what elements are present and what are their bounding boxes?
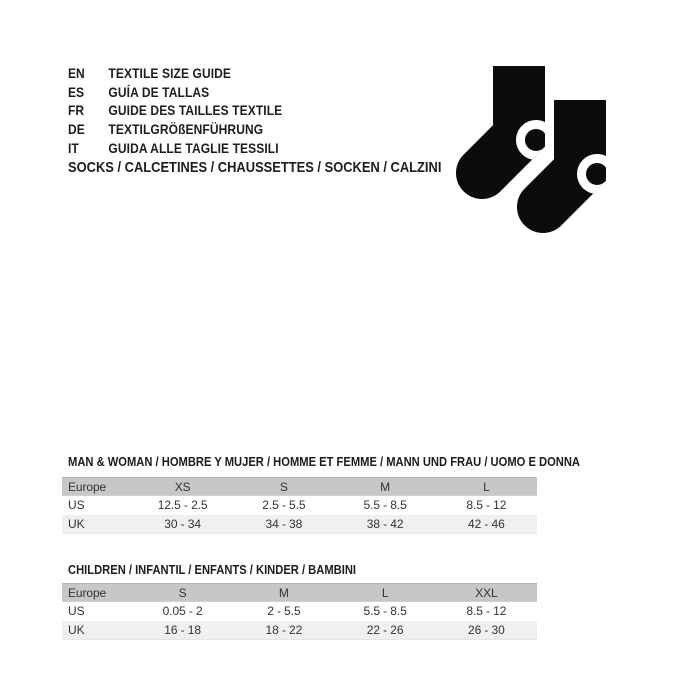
language-label: GUIDE DES TAILLES TEXTILE	[108, 102, 283, 119]
table-row-uk	[62, 515, 537, 534]
region-cell: US	[68, 498, 85, 512]
table-header-row	[62, 583, 537, 602]
column-header-size: L	[381, 586, 389, 600]
size-cell: 5.5 - 8.5	[363, 604, 407, 618]
size-cell: 0.05 - 2	[162, 604, 203, 618]
size-cell: 16 - 18	[164, 623, 201, 637]
size-cell: 8.5 - 12	[466, 498, 507, 512]
region-cell: UK	[68, 623, 85, 637]
size-cell: 18 - 22	[265, 623, 303, 637]
size-table-children	[62, 583, 537, 640]
size-cell: 2.5 - 5.5	[262, 498, 306, 512]
language-code: IT	[68, 139, 79, 156]
column-header-size: S	[178, 586, 187, 600]
language-row	[68, 83, 282, 102]
adults-table-title: MAN & WOMAN / HOMBRE Y MUJER / HOMME ET FEMME / MANN UND FRAU / UOMO E DONNA	[68, 454, 581, 469]
language-code: FR	[68, 102, 85, 119]
size-cell: 5.5 - 8.5	[363, 498, 407, 512]
table-row-uk	[62, 621, 537, 640]
column-header-region: Europe	[68, 480, 107, 494]
column-header-size: XS	[174, 480, 191, 494]
language-label: TEXTILGRÖßENFÜHRUNG	[108, 121, 264, 138]
table-header-row	[62, 477, 537, 496]
language-list	[68, 64, 317, 157]
column-header-size: M	[278, 586, 289, 600]
language-label: GUIDA ALLE TAGLIE TESSILI	[108, 139, 279, 156]
language-code: DE	[68, 121, 85, 138]
size-cell: 12.5 - 2.5	[157, 498, 208, 512]
size-cell: 38 - 42	[366, 517, 404, 531]
table-row-us	[62, 496, 537, 515]
language-row	[68, 101, 282, 120]
column-header-size: M	[380, 480, 391, 494]
column-header-size: L	[483, 480, 490, 494]
language-code: EN	[68, 65, 85, 82]
size-cell: 26 - 30	[468, 623, 505, 637]
language-row	[68, 120, 282, 139]
size-cell: 8.5 - 12	[466, 604, 507, 618]
language-label: GUÍA DE TALLAS	[108, 83, 210, 100]
category-line: SOCKS / CALCETINES / CHAUSSETTES / SOCKEN / CALZINI	[68, 159, 442, 176]
language-row	[68, 64, 282, 83]
language-code: ES	[68, 83, 85, 100]
children-table-title: CHILDREN / INFANTIL / ENFANTS / KINDER / BAMBINI	[68, 562, 357, 577]
region-cell: UK	[68, 517, 85, 531]
column-header-size: S	[279, 480, 288, 494]
column-header-region: Europe	[68, 586, 107, 600]
size-cell: 34 - 38	[265, 517, 303, 531]
size-cell: 42 - 46	[468, 517, 505, 531]
size-cell: 30 - 34	[164, 517, 201, 531]
size-table-adults	[62, 477, 537, 534]
size-cell: 2 - 5.5	[267, 604, 301, 618]
region-cell: US	[68, 604, 85, 618]
column-header-size: XXL	[475, 586, 498, 600]
table-row-us	[62, 602, 537, 621]
language-label: TEXTILE SIZE GUIDE	[108, 65, 232, 82]
language-row	[68, 138, 282, 157]
socks-icon	[450, 60, 650, 235]
size-cell: 22 - 26	[366, 623, 404, 637]
